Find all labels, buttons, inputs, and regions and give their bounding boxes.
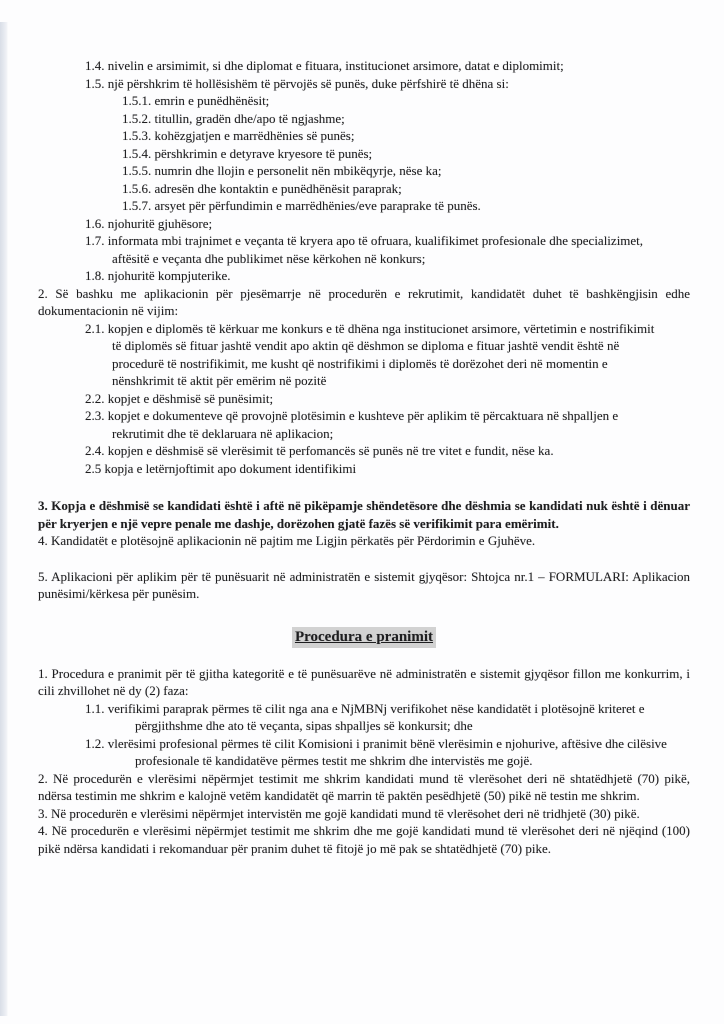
item-text: nivelin e arsimimit, si dhe diplomat e fituara, institucionet arsimore, datat e diplomimit; — [107, 58, 564, 73]
item-number: 1.5.4. — [122, 145, 152, 161]
paragraph: 4. Kandidatët e plotësojnë aplikacionin në pajtim me Ligjin përkatës për Përdorimin e Gjuhëve. — [38, 533, 536, 548]
item-number: 2.3. — [85, 408, 105, 423]
item-text: kopja e letërnjoftimit apo dokument identifikimi — [104, 460, 357, 476]
list-item — [38, 75, 657, 93]
item-number: 1.5.2. — [122, 110, 152, 126]
item-number: 2.1. — [85, 320, 105, 336]
paragraph: 5. Aplikacioni për aplikim për të punësuarit në administratën e sistemit gjyqësor: Shtojca nr.1 – FORMULARI: Aplikacion punësimi/kërkesa për punësim. — [38, 568, 690, 601]
list-item — [38, 215, 657, 233]
item-text: përshkrimin e detyrave kryesore të punës; — [154, 145, 373, 161]
document-body — [38, 57, 690, 857]
list-item — [38, 110, 667, 128]
item-number: 2.4. — [85, 443, 105, 458]
paragraph: 2. Në procedurën e vlerësimi nëpërmjet testimit me shkrim kandidati mund të vlerësohet deri në shtatëdhjetë (70) pikë, ndërsa testimin me shkrim e kalojnë vetëm kandidatët që marrin të paktën pesëdhjetë (50) pikë në testin me shkrim. — [38, 770, 690, 803]
list-item — [38, 162, 667, 180]
item-number: 1.6. — [85, 215, 105, 231]
item-text: vlerësimi profesional përmes të cilit Komisioni i pranimit bënë vlerësimin e njohurive, aftësive dhe cilësive profesionale të kandidatëve përmes testit me shkrim dhe intervistës me gojë. — [107, 735, 667, 768]
item-number: 1.5.7. — [122, 198, 152, 213]
list-item — [38, 407, 657, 442]
list-item — [38, 460, 657, 478]
item-text: numrin dhe llojin e personelit nën mbikëqyrje, nëse ka; — [154, 163, 442, 178]
list-item — [38, 57, 657, 75]
paragraph: 2. Së bashku me aplikacionin për pjesëmarrje në procedurën e rekrutimit, kandidatët duhet të bashkëngjisin edhe dokumentacionin në vijim: — [38, 285, 690, 318]
list-item — [38, 700, 695, 735]
paragraph-bold: 3. Kopja e dëshmisë se kandidati është i aftë në pikëpamje shëndetësore dhe dëshmia se kandidati nuk është i dënuar për kryerjen e një vepre penale me dashje, dorëzohen gjatë fazës së verifikimit para emërimit. — [38, 498, 690, 531]
item-text: titullin, gradën dhe/apo të ngjashme; — [154, 110, 345, 126]
paragraph: 3. Në procedurën e vlerësimi nëpërmjet intervistën me gojë kandidati mund të vlerësohet deri në tridhjetë (30) pikë. — [38, 805, 640, 821]
item-text: emrin e punëdhënësit; — [154, 93, 270, 108]
paper-scan-edge — [0, 22, 8, 1016]
item-text: informata mbi trajnimet e veçanta të kryera apo të ofruara, kualifikimet profesionale dhe specializimet, aftësitë e veçanta dhe publikimet nëse kërkohen në konkurs; — [107, 233, 644, 266]
item-number: 1.5.6. — [122, 180, 152, 196]
list-item — [38, 145, 667, 163]
item-number: 1.8. — [85, 268, 105, 283]
item-text: kopjen e diplomës të kërkuar me konkurs e të dhëna nga institucionet arsimore, vërtetimin e nostrifikimit të diplomës së fituar jashtë vendit apo aktin që dëshmon se diploma e fituar jashtë vendit është në procedurë të nostrifikimit, me kusht që nostrifikimi i diplomës të dorëzohet deri në momentin e nënshkrimit të aktit për emërim në pozitë — [107, 320, 655, 388]
paragraph: 4. Në procedurën e vlerësimi nëpërmjet testimit me shkrim dhe me gojë kandidati mund të vlerësohet deri në njëqind (100) pikë ndërsa kandidati i rekomanduar për pranim duhet të fitojë jo më pak se shtatëdhjetë (70) pike. — [38, 823, 690, 856]
item-number: 1.4. — [85, 58, 105, 73]
item-number: 1.1. — [85, 700, 105, 716]
item-text: kopjet e dëshmisë së punësimit; — [107, 390, 274, 406]
list-item — [38, 197, 667, 215]
list-item — [38, 390, 657, 408]
list-item — [38, 442, 657, 460]
item-text: kohëzgjatjen e marrëdhënies së punës; — [154, 128, 355, 143]
list-item — [38, 180, 667, 198]
item-number: 2.5 — [85, 460, 102, 476]
item-text: kopjen e dëshmisë së vlerësimit të perfomancës së punës në tre vitet e fundit, nëse ka. — [107, 443, 554, 458]
item-number: 1.5.5. — [122, 163, 152, 178]
list-item — [38, 232, 657, 267]
heading-container — [38, 627, 690, 648]
paragraph: 1. Procedura e pranimit për të gjitha kategoritë e të punësuarëve në administratën e sistemit gjyqësor fillon me konkurrim, i cili zhvillohet në dy (2) faza: — [38, 665, 690, 698]
list-item — [38, 267, 657, 285]
list-item — [38, 320, 657, 390]
item-text: arsyet për përfundimin e marrëdhënies/eve paraprake të punës. — [154, 198, 481, 213]
list-item — [38, 127, 667, 145]
item-number: 1.5.3. — [122, 128, 152, 143]
item-text: njohuritë kompjuterike. — [107, 268, 231, 283]
item-text: adresën dhe kontaktin e punëdhënësit paraprak; — [154, 180, 402, 196]
item-number: 1.5.1. — [122, 93, 152, 108]
section-heading: Procedura e pranimit — [292, 627, 436, 648]
item-number: 1.2. — [85, 735, 105, 751]
item-text: kopjet e dokumenteve që provojnë plotësimin e kushteve për aplikim të përcaktuara në shpalljen e rekrutimit dhe të deklaruara në aplikacion; — [107, 408, 619, 441]
item-text: njohuritë gjuhësore; — [107, 215, 213, 231]
item-text: një përshkrim të hollësishëm të përvojës së punës, duke përfshirë të dhëna si: — [107, 75, 509, 91]
list-item — [38, 92, 667, 110]
item-number: 2.2. — [85, 390, 105, 406]
item-number: 1.5. — [85, 75, 105, 91]
item-number: 1.7. — [85, 233, 105, 248]
list-item — [38, 735, 695, 770]
item-text: verifikimi paraprak përmes të cilit nga ana e NjMBNj verifikohet nëse kandidatët i plotësojnë kriteret e përgjithshme dhe ato të veçanta, sipas shpalljes së konkursit; dhe — [107, 700, 645, 733]
